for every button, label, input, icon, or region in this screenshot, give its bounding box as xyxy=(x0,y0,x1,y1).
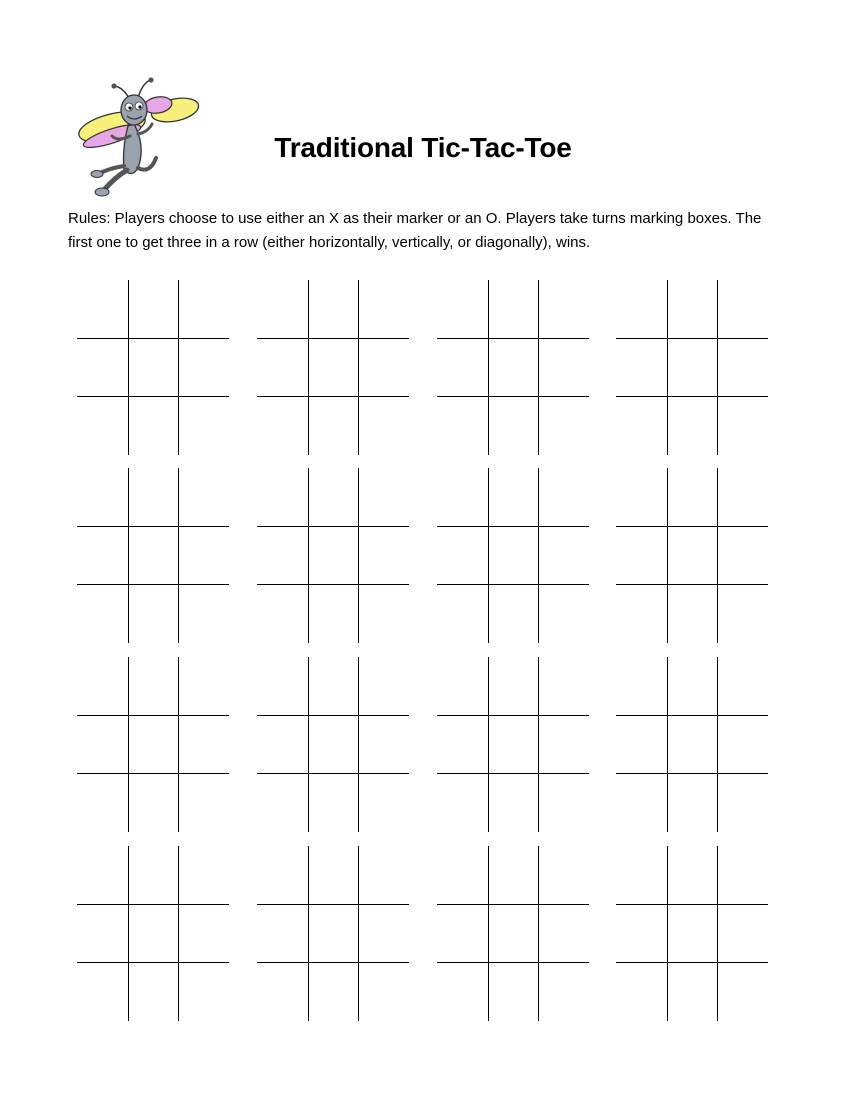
dragonfly-icon xyxy=(72,74,202,204)
tic-tac-toe-board xyxy=(437,657,589,832)
board-horizontal-line xyxy=(77,904,229,905)
board-vertical-line xyxy=(178,468,179,643)
tic-tac-toe-board xyxy=(437,468,589,643)
page-title: Traditional Tic-Tac-Toe xyxy=(274,132,572,163)
board-horizontal-line xyxy=(437,338,589,339)
board-horizontal-line xyxy=(77,715,229,716)
board-horizontal-line xyxy=(437,715,589,716)
board-horizontal-line xyxy=(257,526,409,527)
board-vertical-line xyxy=(717,280,718,455)
board-horizontal-line xyxy=(437,584,589,585)
board-horizontal-line xyxy=(257,715,409,716)
tic-tac-toe-board xyxy=(616,468,768,643)
board-vertical-line xyxy=(667,846,668,1021)
board-horizontal-line xyxy=(257,962,409,963)
board-vertical-line xyxy=(178,846,179,1021)
board-vertical-line xyxy=(538,657,539,832)
tic-tac-toe-board xyxy=(257,280,409,455)
board-vertical-line xyxy=(358,280,359,455)
board-vertical-line xyxy=(488,657,489,832)
board-vertical-line xyxy=(358,468,359,643)
board-horizontal-line xyxy=(77,396,229,397)
board-vertical-line xyxy=(717,657,718,832)
board-vertical-line xyxy=(717,846,718,1021)
board-vertical-line xyxy=(538,468,539,643)
board-horizontal-line xyxy=(77,338,229,339)
board-horizontal-line xyxy=(77,962,229,963)
tic-tac-toe-board xyxy=(257,468,409,643)
tic-tac-toe-board xyxy=(77,846,229,1021)
board-horizontal-line xyxy=(77,773,229,774)
board-vertical-line xyxy=(128,657,129,832)
board-vertical-line xyxy=(128,280,129,455)
board-horizontal-line xyxy=(77,526,229,527)
board-horizontal-line xyxy=(257,773,409,774)
board-vertical-line xyxy=(717,468,718,643)
board-vertical-line xyxy=(488,846,489,1021)
board-vertical-line xyxy=(358,657,359,832)
board-horizontal-line xyxy=(616,773,768,774)
board-vertical-line xyxy=(308,468,309,643)
board-horizontal-line xyxy=(437,526,589,527)
board-horizontal-line xyxy=(437,396,589,397)
board-horizontal-line xyxy=(437,962,589,963)
board-horizontal-line xyxy=(257,338,409,339)
board-vertical-line xyxy=(128,468,129,643)
board-vertical-line xyxy=(308,846,309,1021)
tic-tac-toe-board xyxy=(257,846,409,1021)
board-vertical-line xyxy=(667,468,668,643)
tic-tac-toe-board xyxy=(616,280,768,455)
board-vertical-line xyxy=(488,280,489,455)
board-horizontal-line xyxy=(437,773,589,774)
tic-tac-toe-board xyxy=(437,280,589,455)
board-vertical-line xyxy=(667,280,668,455)
tic-tac-toe-board xyxy=(77,280,229,455)
board-horizontal-line xyxy=(616,584,768,585)
board-vertical-line xyxy=(308,280,309,455)
board-vertical-line xyxy=(667,657,668,832)
board-horizontal-line xyxy=(77,584,229,585)
board-horizontal-line xyxy=(616,338,768,339)
board-vertical-line xyxy=(538,280,539,455)
board-vertical-line xyxy=(488,468,489,643)
tic-tac-toe-board xyxy=(77,657,229,832)
board-horizontal-line xyxy=(257,396,409,397)
tic-tac-toe-board xyxy=(437,846,589,1021)
board-horizontal-line xyxy=(616,904,768,905)
board-vertical-line xyxy=(358,846,359,1021)
tic-tac-toe-board xyxy=(616,657,768,832)
board-vertical-line xyxy=(128,846,129,1021)
tic-tac-toe-board xyxy=(616,846,768,1021)
board-horizontal-line xyxy=(257,584,409,585)
board-horizontal-line xyxy=(616,715,768,716)
board-horizontal-line xyxy=(616,962,768,963)
board-vertical-line xyxy=(178,280,179,455)
tic-tac-toe-board xyxy=(257,657,409,832)
board-vertical-line xyxy=(538,846,539,1021)
board-horizontal-line xyxy=(616,526,768,527)
board-horizontal-line xyxy=(437,904,589,905)
tic-tac-toe-board xyxy=(77,468,229,643)
board-vertical-line xyxy=(308,657,309,832)
board-horizontal-line xyxy=(616,396,768,397)
rules-text: Rules: Players choose to use either an X as their marker or an O. Players take turns marking boxes. The first one to get three in a row (either horizontally, vertically, or diagonally), wins. xyxy=(68,210,762,251)
board-vertical-line xyxy=(178,657,179,832)
board-horizontal-line xyxy=(257,904,409,905)
